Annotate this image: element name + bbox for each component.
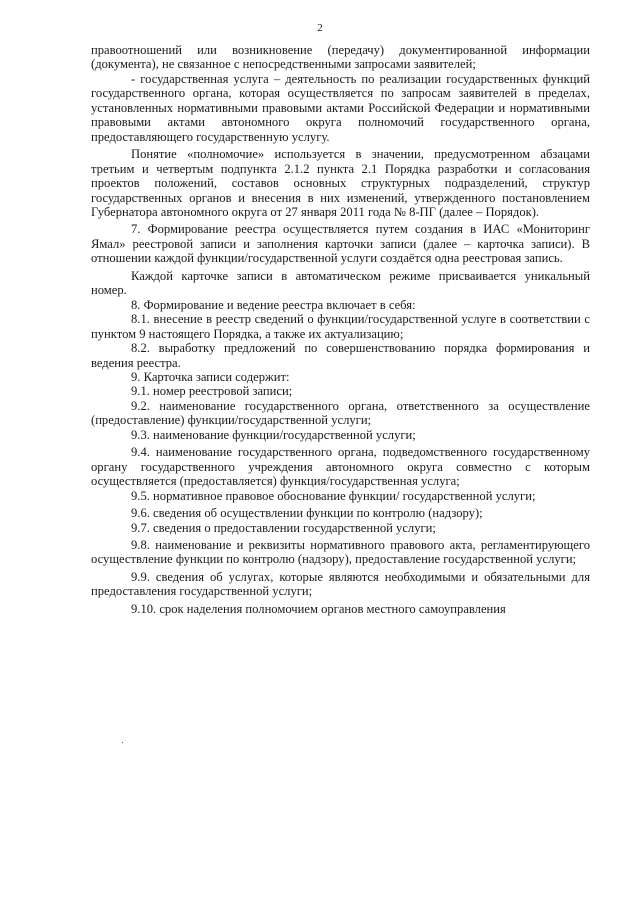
document-body xyxy=(91,43,590,616)
clause-9-3: 9.3. наименование функции/государственной услуги; xyxy=(131,427,416,442)
clause-9: 9. Карточка записи содержит: xyxy=(131,369,290,384)
clause-8-2: 8.2. выработку предложений по совершенствованию порядка формирования и ведения реестра. xyxy=(91,341,590,370)
clause-9-1: 9.1. номер реестровой записи; xyxy=(131,384,293,399)
clause-7: 7. Формирование реестра осуществляется путем создания в ИАС «Мониторинг Ямал» реестровой записи и заполнения карточки записи (далее – карточка записи). В отношении каждой функции/государственной услуги создаётся одна реестровая запись. xyxy=(91,222,590,266)
clause-9-7: 9.7. сведения о предоставлении государственной услуги; xyxy=(131,520,436,535)
definition-public-service: - государственная услуга – деятельность по реализации государственных функций государственного органа, которая осуществляется по запросам заявителей в пределах, установленных нормативными правовыми актами Российской Федерации и нормативными правовыми актами автономного округа полномочий государственного органа, предоставляющего государственную услугу. xyxy=(91,71,590,144)
clause-9-8: 9.8. наименование и реквизиты нормативного правового акта, регламентирующего осуществление функции по контролю (надзору), предоставление государственной услуги; xyxy=(91,537,590,567)
clause-9-10: 9.10. срок наделения полномочием органов местного самоуправления xyxy=(131,601,506,616)
paragraph-continuation: правоотношений или возникновение (передачу) документированной информации (документа), не связанное с непосредственными запросами заявителей; xyxy=(91,43,590,72)
clause-9-2: 9.2. наименование государственного органа, ответственного за осуществление (предоставление) функции/государственной услуги; xyxy=(91,398,590,428)
clause-8: 8. Формирование и ведение реестра включает в себя: xyxy=(131,297,416,312)
page-number: 2 xyxy=(317,22,323,34)
clause-9-6: 9.6. сведения об осуществлении функции по контролю (надзору); xyxy=(131,506,483,521)
clause-9-5: 9.5. нормативное правовое обоснование функции/ государственной услуги; xyxy=(131,488,536,503)
clause-9-4: 9.4. наименование государственного органа, подведомственного государственному органу государственного учреждения автономного округа совместно с которым осуществляется (предоставляется) функция/государственная услуга; xyxy=(91,445,590,489)
clause-7-unique-number: Каждой карточке записи в автоматическом режиме присваивается уникальный номер. xyxy=(91,268,590,298)
clause-8-1: 8.1. внесение в реестр сведений о функции/государственной услуге в соответствии с пунктом 9 настоящего Порядка, а также их актуализацию; xyxy=(91,312,590,341)
paragraph-authority-concept: Понятие «полномочие» используется в значении, предусмотренном абзацами третьим и четвертым подпункта 2.1.2 пункта 2.1 Порядка разработки и согласования проектов положений, составов основных структурных подразделений, структур государственных органов и внесения в них изменений, утвержденного постановлением Губернатора автономного округа от 27 января 2011 года № 8-ПГ (далее – Порядок). xyxy=(91,147,590,219)
clause-9-9: 9.9. сведения об услугах, которые являются необходимыми и обязательными для предоставления государственной услуги; xyxy=(91,569,590,599)
scan-speck xyxy=(122,742,123,743)
